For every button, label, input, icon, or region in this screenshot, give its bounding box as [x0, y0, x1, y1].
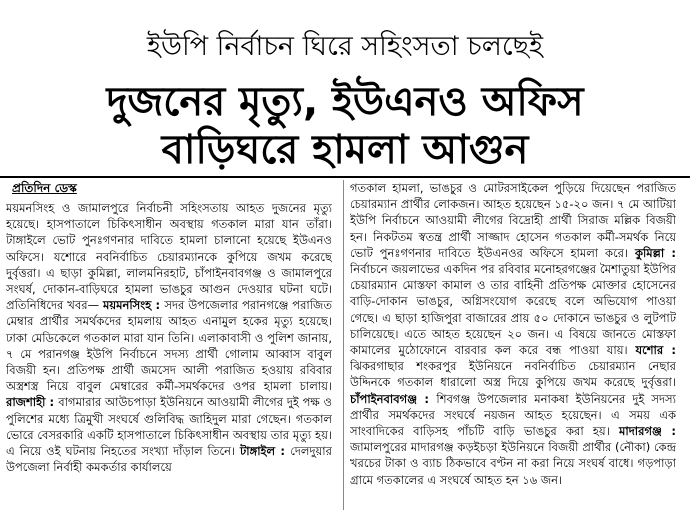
dateline-label: মাদারগঞ্জ : — [619, 424, 676, 439]
body-text: ময়মনসিংহ ও জামালপুরে নির্বাচনী সহিংসতায় আহত দুজনের মৃত্যু হয়েছে। হাসপাতালে চিকিৎসাধীন অবস্থায় গতকাল মারা যান তাঁরা। টাঙ্গাইলে ভোট পুনঃগণনার দাবিতে হামলা চালানো হয়েছে ইউএনও অফিসে। যশোরে নবনির্বাচিত চেয়ারম্যানকে কুপিয়ে জখম করেছে দুর্বৃত্তরা। এ ছাড়া কুমিল্লা, লালমনিরহাট, চাঁপাইনবাবগঞ্জ ও জামালপুরে সংঘর্ষ, দোকান-বাড়িঘরে হামলা ভাঙচুর আগুন দেওয়ার ঘটনা ঘটে। প্রতিনিধিদের খবর— — [6, 201, 332, 313]
dateline-label: টাঙ্গাইল : — [239, 444, 291, 459]
dateline-label: কুমিল্লা : — [634, 245, 676, 260]
dateline-label: ময়মনসিংহ : — [102, 298, 165, 313]
dateline-label: চাঁপাইনবাবগঞ্জ : — [350, 391, 437, 406]
article-column-left — [6, 200, 332, 510]
body-text: সদর উপজেলার পরানগঞ্জে পরাজিত মেম্বার প্রার্থীর সমর্থকদের হামলায় আহত এনামুল হকের মৃত্যু হয়েছে। ঢাকা মেডিকেলে গতকাল মারা যান তিনি। এলাকাবাসী ও পুলিশ জানায়, ৭ মে পরানগঞ্জ ইউপি নির্বাচনে সদস্য প্রার্থী গোলাম আব্বাস বাবুল বিজয়ী হন। প্রতিপক্ষ প্রার্থী জমসেদ আলী পরাজিত হওয়ায় রবিবার অস্ত্রশস্ত্র নিয়ে বাবুল মেম্বারের কর্মী-সমর্থকদের ওপর হামলা চালায়। — [6, 298, 332, 394]
column-right-body — [350, 180, 676, 488]
body-text: শিবগঞ্জ উপজেলার মনাকষা ইউনিয়নের দুই সদস্য প্রার্থীর সমর্থকদের সংঘর্ষে নয়জন আহত হয়েছেন। এ সময় এক সাংবাদিকের বাড়িসহ পাঁচটি বাড়ি ভাঙচুর করা হয়। — [350, 391, 676, 439]
body-text: বাগমারার আউচপাড়া ইউনিয়নে আওয়ামী লীগের দুই পক্ষ ও পুলিশের মধ্যে ত্রিমুখী সংঘর্ষে গুলিবিদ্ধ জাহিদুল মারা গেছেন। গতকাল ভোরে বেসরকারি একটি হাসপাতালে চিকিৎসাধীন অবস্থায় তার মৃত্যু হয়। এ নিয়ে ওই ঘটনায় নিহতের সংখ্যা দাঁড়াল তিনে। — [6, 395, 332, 459]
headline-line-1: দুজনের মৃত্যু, ইউএনও অফিস — [106, 79, 584, 125]
body-text: জামালপুরের মাদারগঞ্জ কড়ইচড়া ইউনিয়নে বিজয়ী প্রার্থীর (নৌকা) কেন্দ্র খরচের টাকা ও ব্যাচ ঠিকভাবে বণ্টন না করা নিয়ে সংঘর্ষ বাধে। গড়পাড়া গ্রামে গতকালের এ সংঘর্ষে আহত হন ১৬ জন। — [350, 440, 676, 487]
body-text: গতকাল হামলা, ভাঙচুর ও মোটরসাইকেল পুড়িয়ে দিয়েছেন পরাজিত চেয়ারম্যান প্রার্থীর লোকজন। আহত হয়েছেন ১৫-২০ জন। ৭ মে আটিয়া ইউপি নির্বাচনে আওয়ামী লীগের বিদ্রোহী প্রার্থী সিরাজ মল্লিক বিজয়ী হন। নিকটতম স্বতন্ত্র প্রার্থী সাজ্জাদ হোসেন গতকাল কর্মী-সমর্থক নিয়ে ভোট পুনঃগণনার দাবিতে ইউএনওর অফিসে হামলা করে। — [350, 181, 676, 260]
body-text: দেলদুয়ার উপজেলা নির্বাহী কমকর্তার কার্যালয়ে — [6, 444, 332, 475]
headline-divider — [0, 176, 690, 178]
byline: প্রতিদিন ডেস্ক — [12, 181, 77, 195]
dateline-label: যশোর : — [635, 343, 676, 358]
body-text: ঝিকরগাছার শংকরপুর ইউনিয়নে নবনির্বাচিত চেয়ারম্যান নেছার উদ্দিনকে গতকাল ধারালো অস্ত্র দিয়ে কুপিয়ে জখম করেছে দুর্বৃত্তরা। — [350, 359, 676, 390]
body-text: নির্বাচনে জয়লাভের একদিন পর রবিবার মনোহরগঞ্জের মৈশাতুয়া ইউপির চেয়ারম্যান মোস্তফা কামাল ও তার বাহিনী প্রতিপক্ষ মোক্তার হোসেনের বাড়ি-দোকান ভাঙচুর, অগ্নিসংযোগ করেছে বলে অভিযোগ পাওয়া গেছে। এ ছাড়া হাজিপুরা বাজারের প্রায় ৫০ দোকানে ভাঙচুর ও লুটপাট চালিয়েছে। এতে আহত হয়েছেন ২০ জন। এ বিষয়ে জানতে মোস্তফা কামালের মুঠোফোনে বারবার কল করে বন্ধ পাওয়া যায়। — [350, 262, 676, 358]
headline-line-2: বাড়িঘরে হামলা আগুন — [161, 127, 529, 173]
dateline-label: রাজশাহী : — [6, 395, 59, 410]
kicker-headline: ইউপি নির্বাচন ঘিরে সহিংসতা চলছেই — [146, 31, 544, 62]
column-left-body — [6, 200, 332, 475]
column-divider — [343, 180, 344, 510]
article-column-right — [350, 180, 676, 510]
